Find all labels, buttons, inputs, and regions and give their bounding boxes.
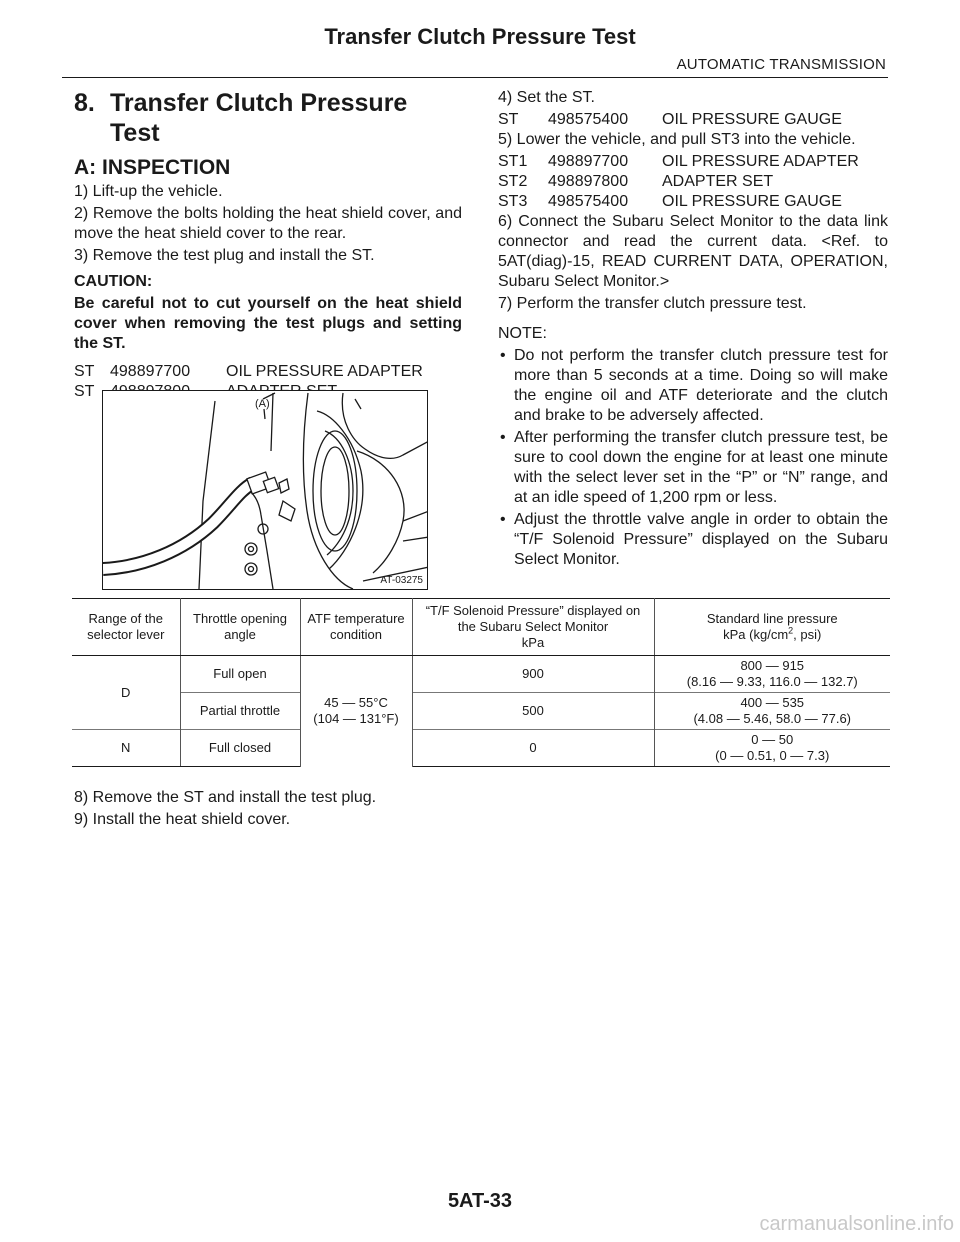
header-rule — [62, 77, 888, 78]
step-5: 5) Lower the vehicle, and pull ST3 into the vehicle. — [498, 131, 856, 148]
header-throttle: Throttle opening angle — [180, 599, 300, 656]
header-range: Range of the selector lever — [72, 599, 180, 656]
page-number: 5AT-33 — [447, 1190, 513, 1212]
chapter-title: AUTOMATIC TRANSMISSION — [676, 56, 886, 73]
section-number: 8. — [74, 89, 95, 117]
header-standard: Standard line pressure kPa ($kg/cm^2$, psi) — [654, 599, 890, 656]
cell-range: N — [72, 730, 180, 767]
st-row: ST3 498575400 OIL PRESSURE GAUGE — [498, 193, 842, 210]
note-label: NOTE: — [498, 325, 547, 342]
caution-label: CAUTION: — [74, 273, 153, 290]
note-item: • Do not perform the transfer clutch pressure test for more than 5 seconds at a time. Doing so will make the engine oil and ATF deteriorate and the clutch and brake to be adversely affected. — [500, 347, 888, 424]
step-1: 1) Lift-up the vehicle. — [74, 183, 223, 200]
bullet-icon: • — [500, 511, 506, 528]
header-atf: ATF temperature condition — [300, 599, 412, 656]
table-row — [72, 693, 890, 730]
watermark: carmanualsonline.info — [759, 1213, 954, 1235]
table-header-row — [72, 599, 890, 656]
step-7: 7) Perform the transfer clutch pressure test. — [498, 295, 807, 312]
note-item: • After performing the transfer clutch pressure test, be sure to cool down the engine for at least one minute with the select lever set in the “P” or “N” range, and at an idle speed of 1,200 rpm or less. — [500, 429, 888, 506]
cell-throttle: Partial throttle — [180, 693, 300, 730]
subsection-title: A: INSPECTION — [74, 156, 231, 179]
step-6: 6) Connect the Subaru Select Monitor to the data link connector and read the current data. <Ref. to 5AT(diag)-15, READ CURRENT DATA, OPERATION, Subaru Select Monitor.> — [498, 213, 888, 290]
cell-tf: 500 — [412, 693, 654, 730]
right-column — [498, 88, 888, 572]
st-row: ST1 498897700 OIL PRESSURE ADAPTER — [498, 153, 859, 170]
step-9: 9) Install the heat shield cover. — [74, 811, 291, 828]
cell-tf: 0 — [412, 730, 654, 767]
bullet-icon: • — [500, 347, 506, 364]
st-row: ST 498897700 OIL PRESSURE ADAPTER — [74, 363, 423, 380]
st-row: ST2 498897800 ADAPTER SET — [498, 173, 774, 190]
cell-atf-condition: 45 — 55°C (104 — 131°F) — [300, 656, 412, 767]
oil-pressure-gauge-illustration — [103, 391, 428, 590]
bullet-icon: • — [500, 429, 506, 446]
header-tf-pressure: “T/F Solenoid Pressure” displayed on the Subaru Select Monitor kPa — [412, 599, 654, 656]
note-item: • Adjust the throttle valve angle in order to obtain the “T/F Solenoid Pressure” displayed on the Subaru Select Monitor. — [500, 511, 888, 568]
section-title: Transfer Clutch Pressure Test — [110, 89, 408, 147]
table-row — [72, 656, 890, 693]
figure-id: AT-03275 — [380, 575, 423, 586]
final-steps — [74, 788, 494, 832]
pressure-spec-table — [72, 598, 890, 767]
st-row: ST 498575400 OIL PRESSURE GAUGE — [498, 111, 842, 128]
page-title: Transfer Clutch Pressure Test — [324, 24, 636, 49]
figure-callout: (A) — [255, 398, 270, 410]
cell-standard: 400 — 535 (4.08 — 5.46, 58.0 — 77.6) — [654, 693, 890, 730]
cell-range: D — [72, 656, 180, 730]
step-2: 2) Remove the bolts holding the heat shield cover, and move the heat shield cover to the rear. — [74, 205, 462, 242]
cell-standard: 0 — 50 (0 — 0.51, 0 — 7.3) — [654, 730, 890, 767]
cell-throttle: Full open — [180, 656, 300, 693]
section-heading — [74, 88, 462, 148]
step-8: 8) Remove the ST and install the test plug. — [74, 789, 377, 806]
cell-throttle: Full closed — [180, 730, 300, 767]
caution-text: Be careful not to cut yourself on the heat shield cover when removing the test plugs and setting the ST. — [74, 295, 462, 352]
table-row — [72, 730, 890, 767]
left-column — [74, 88, 462, 402]
st-row: ST — [74, 383, 95, 400]
step-4: 4) Set the ST. — [498, 89, 595, 106]
illustration-figure — [102, 390, 428, 590]
step-3: 3) Remove the test plug and install the ST. — [74, 247, 375, 264]
cell-standard: 800 — 915 (8.16 — 9.33, 116.0 — 132.7) — [654, 656, 890, 693]
cell-tf: 900 — [412, 656, 654, 693]
